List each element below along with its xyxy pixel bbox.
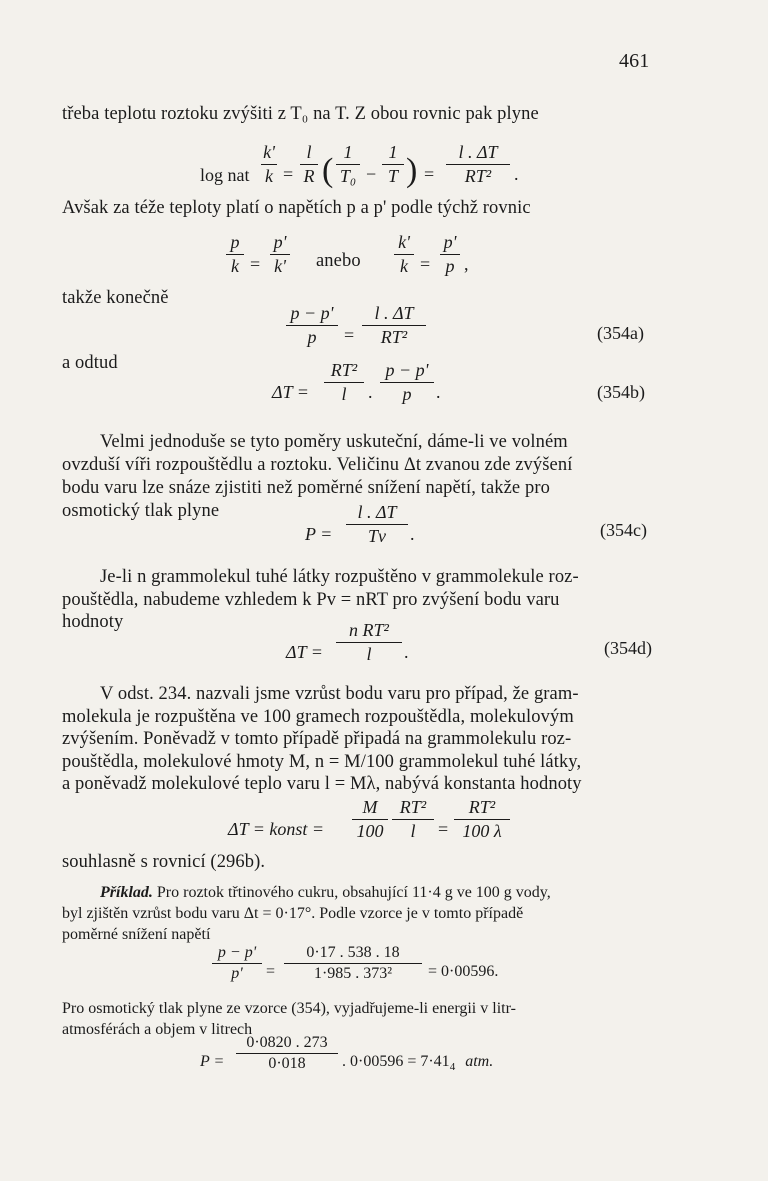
- eq-rest: . $0\cdot 00596 = 7\cdot 41_4$ atm.: [342, 1053, 494, 1074]
- fraction: p' p: [440, 232, 460, 277]
- fraction: k' k: [394, 232, 414, 277]
- text-line: Avšak za téže teploty platí o napětích p a p' podle týchž rovnic: [62, 198, 531, 218]
- text-line: takže konečně: [62, 288, 169, 308]
- fraction: M 100: [352, 797, 388, 842]
- text-line: třeba teplotu roztoku zvýšiti z T₀ na T. Z obou rovnic pak plyne: [62, 104, 539, 124]
- eq-sign: =: [344, 325, 355, 345]
- eq-sign: =: [266, 963, 276, 980]
- text-line: Velmi jednoduše se tyto poměry uskuteční, dáme-li ve volném: [100, 432, 568, 452]
- fraction: n RT² l: [336, 620, 402, 665]
- text-line: bodu varu lze snáze zjistiti než poměrné snížení napětí, takže pro: [62, 478, 550, 498]
- fraction: 0·0820 . 273 0·018: [236, 1034, 338, 1073]
- eq-lhs: P =: [200, 1053, 225, 1070]
- equation-tag: (354c): [600, 520, 647, 540]
- eq-sign: −: [366, 164, 377, 184]
- example-line: [100, 884, 551, 902]
- equation-tag: (354b): [597, 382, 645, 402]
- page-number: 461: [619, 50, 650, 72]
- fraction: l R: [300, 142, 318, 187]
- period: .: [436, 382, 441, 402]
- comma: ,: [464, 254, 469, 274]
- word-anebo: anebo: [316, 251, 361, 271]
- eq-result: = 0·00596.: [428, 963, 499, 980]
- text-line: molekula je rozpuštěna ve 100 gramech rozpouštědla, molekulovým: [62, 707, 574, 727]
- example-line: atmosférách a objem v litrech: [62, 1021, 253, 1038]
- fraction: l . ΔT Tv: [346, 502, 408, 547]
- text-line: V odst. 234. nazvali jsme vzrůst bodu varu pro případ, že gram-: [100, 684, 579, 704]
- fraction: p − p' p': [212, 944, 262, 983]
- equation-tag: (354a): [597, 323, 644, 343]
- text-line: ovzduší víři rozpouštědlu a roztoku. Veličinu Δt zvanou zde zvýšení: [62, 455, 573, 475]
- fraction: p − p' p: [380, 360, 434, 405]
- period: .: [404, 642, 409, 662]
- example-label: Příklad.: [100, 884, 153, 901]
- period: .: [410, 524, 415, 544]
- eq-sign: =: [420, 254, 431, 274]
- eq-lhs: ΔT =: [286, 642, 323, 662]
- text-line: hodnoty: [62, 612, 124, 632]
- fraction: 1 T₀: [336, 142, 360, 187]
- eq-lhs: ΔT =: [272, 382, 309, 402]
- equation-tag: (354d): [604, 638, 652, 658]
- eq-sign: =: [250, 254, 261, 274]
- text-line: a odtud: [62, 353, 118, 373]
- fraction: RT² l: [324, 360, 364, 405]
- fraction: RT² 100 λ: [454, 797, 510, 842]
- fraction: p k: [226, 232, 244, 277]
- example-line: poměrné snížení napětí: [62, 926, 211, 943]
- paren-open: (: [322, 152, 334, 189]
- fraction: 0·17 . 538 . 18 1·985 . 373²: [284, 944, 422, 983]
- text-line: souhlasně s rovnicí (296b).: [62, 852, 266, 872]
- example-line: byl zjištěn vzrůst bodu varu Δt = 0·17°. Podle vzorce je v tomto případě: [62, 905, 524, 922]
- fraction: 1 T: [382, 142, 404, 187]
- fraction: p' k': [270, 232, 290, 277]
- fraction: RT² l: [392, 797, 434, 842]
- fraction: p − p' p: [286, 303, 338, 348]
- eq-sign: =: [438, 819, 449, 839]
- eq-sign: =: [283, 164, 294, 184]
- text-line: a poněvadž molekulové teplo varu l = Mλ, nabývá konstanta hodnoty: [62, 774, 582, 794]
- text-line: osmotický tlak plyne: [62, 501, 220, 521]
- example-line: Pro osmotický tlak plyne ze vzorce (354), vyjadřujeme-li energii v litr-: [62, 1000, 516, 1017]
- period: .: [514, 164, 519, 184]
- fraction: l . ΔT RT²: [362, 303, 426, 348]
- text-line: pouštědla, nabudeme vzhledem k Pv = nRT pro zvýšení bodu varu: [62, 590, 560, 610]
- fraction: l . ΔT RT²: [446, 142, 510, 187]
- text-line: Je-li n grammolekul tuhé látky rozpuštěno v grammolekule roz-: [100, 567, 579, 587]
- paren-close: ): [406, 152, 418, 189]
- dot: .: [368, 382, 373, 402]
- example-text: Pro roztok třtinového cukru, obsahující 11·4 g ve 100 g vody,: [152, 884, 551, 901]
- fraction: k' k: [261, 142, 277, 187]
- eq-sign: =: [424, 164, 435, 184]
- text-line: zvýšením. Poněvadž v tomto případě připadá na grammolekulu roz-: [62, 729, 572, 749]
- text-line: pouštědla, molekulové hmoty M, n = M/100 grammolekul tuhé látky,: [62, 752, 582, 772]
- eq-prefix: log nat: [200, 165, 250, 185]
- eq-lhs: ΔT = konst =: [228, 819, 325, 839]
- eq-lhs: P =: [305, 524, 333, 544]
